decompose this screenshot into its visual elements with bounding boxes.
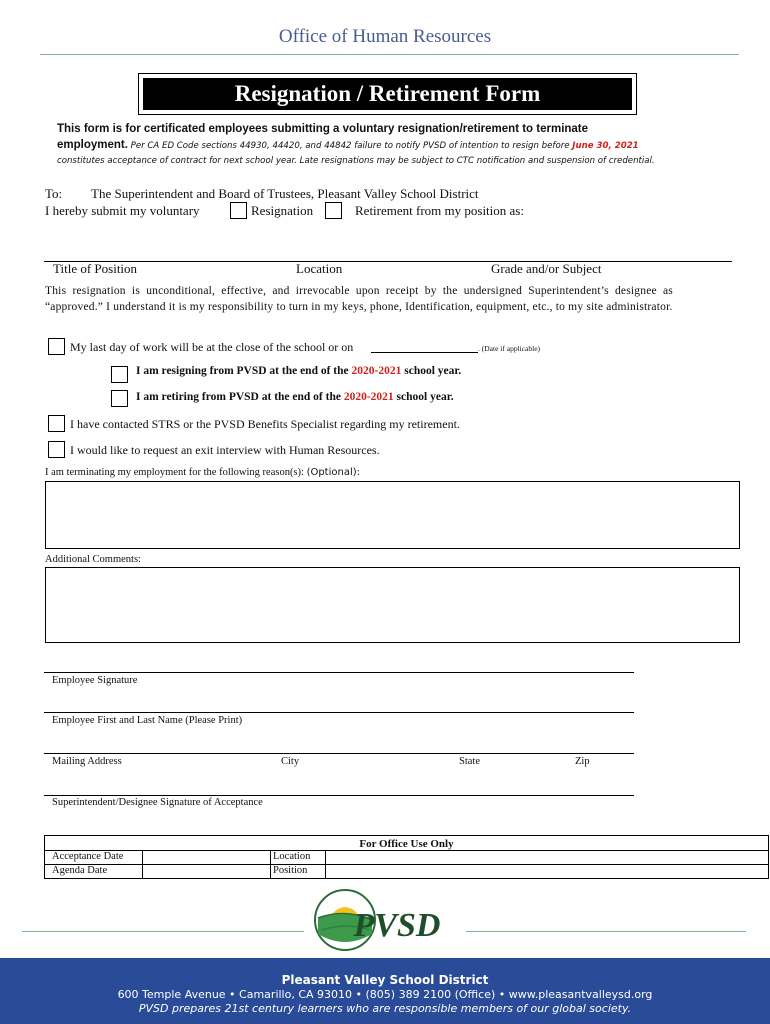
office-position-label: Position xyxy=(273,865,308,876)
reasons-label-row xyxy=(45,467,360,478)
last-day-date-line[interactable] xyxy=(371,352,478,353)
last-day-checkbox[interactable] xyxy=(48,338,65,355)
agenda-date-label: Agenda Date xyxy=(52,865,108,876)
state-label: State xyxy=(459,756,480,767)
superintendent-signature-label: Superintendent/Designee Signature of Acceptance xyxy=(52,797,263,808)
comments-label: Additional Comments: xyxy=(45,554,141,565)
date-note: . (Date if applicable) xyxy=(478,344,541,353)
intro-ed-code: Per CA ED Code sections 44930, 44420, and 44842 failure to notify PVSD of intention to resign before xyxy=(127,141,573,151)
office-position-field[interactable] xyxy=(327,865,767,877)
table-col-2 xyxy=(270,850,271,878)
agenda-date-field[interactable] xyxy=(143,865,269,877)
employee-name-label: Employee First and Last Name (Please Print) xyxy=(52,715,243,726)
resigning-prefix: I am resigning from PVSD at the end of the xyxy=(136,365,352,377)
strs-text: I have contacted STRS or the PVSD Benefits Specialist regarding my retirement. xyxy=(70,417,460,431)
acceptance-date-field[interactable] xyxy=(143,851,269,863)
superintendent-signature-line[interactable] xyxy=(44,795,634,796)
resignation-checkbox[interactable] xyxy=(230,202,247,219)
intro-employment: employment. xyxy=(57,139,128,151)
footer-district: Pleasant Valley School District xyxy=(281,973,489,987)
strs-checkbox[interactable] xyxy=(48,415,65,432)
form-title: Resignation / Retirement Form xyxy=(143,78,632,110)
city-label: City xyxy=(281,756,300,767)
employee-name-line[interactable] xyxy=(44,712,634,713)
acceptance-date-label: Acceptance Date xyxy=(52,851,124,862)
retiring-text xyxy=(136,391,454,403)
retiring-year: 2020-2021 xyxy=(343,391,394,403)
retiring-prefix: I am retiring from PVSD at the end of the xyxy=(136,391,344,403)
reasons-optional: (Optional): xyxy=(306,467,361,478)
location-label: Location xyxy=(296,261,343,276)
resigning-text xyxy=(136,365,461,377)
employee-signature-line[interactable] xyxy=(44,672,634,673)
intro-deadline: June 30, 2021 xyxy=(572,141,639,151)
last-day-text: My last day of work will be at the close of the school or on xyxy=(70,340,354,354)
employee-signature-label: Employee Signature xyxy=(52,675,138,686)
retiring-checkbox[interactable] xyxy=(111,390,128,407)
intro-line-1: This form is for certificated employees submitting a voluntary resignation/retirement to terminate xyxy=(57,123,589,135)
title-of-position-label: Title of Position xyxy=(53,261,138,276)
table-col-3 xyxy=(325,850,326,878)
intro-line-2 xyxy=(57,139,639,151)
resigning-suffix: school year. xyxy=(401,365,462,377)
retirement-label: Retirement from my position as: xyxy=(355,203,524,218)
office-location-label: Location xyxy=(273,851,311,862)
office-location-field[interactable] xyxy=(327,851,767,863)
address-line[interactable] xyxy=(44,753,634,754)
footer-address: 600 Temple Avenue • Camarillo, CA 93010 • (805) 389 2100 (Office) • www.pleasantvalleysd.org xyxy=(117,988,653,1001)
footer-tagline: PVSD prepares 21st century learners who are responsible members of our global society. xyxy=(138,1002,632,1015)
position-line[interactable] xyxy=(44,261,732,262)
exit-interview-text: I would like to request an exit interview with Human Resources. xyxy=(70,443,380,457)
office-title: Office of Human Resources xyxy=(278,26,492,47)
pvsd-logo xyxy=(312,884,462,952)
header-divider xyxy=(40,54,739,55)
logo-rule-left xyxy=(22,931,304,932)
grade-subject-label: Grade and/or Subject xyxy=(491,261,602,276)
zip-label: Zip xyxy=(575,756,590,767)
logo-text: PVSD xyxy=(353,907,441,944)
footer-band xyxy=(0,958,770,1024)
comments-textbox[interactable] xyxy=(45,567,740,643)
resignation-label: Resignation xyxy=(251,203,314,218)
logo-rule-right xyxy=(466,931,746,932)
reasons-label: I am terminating my employment for the following reason(s): xyxy=(45,467,304,478)
office-use-table xyxy=(44,835,769,879)
office-use-header: For Office Use Only xyxy=(359,838,454,850)
pvsd-logo-icon xyxy=(312,884,462,952)
retiring-suffix: school year. xyxy=(393,391,454,403)
exit-interview-checkbox[interactable] xyxy=(48,441,65,458)
mailing-address-label: Mailing Address xyxy=(52,756,122,767)
statement-paragraph: This resignation is unconditional, effective, and irrevocable upon receipt by the undersigned Superintendent’s designee as “approved.” I understand it is my responsibility to turn in my keys, phone, Identification, equipment, etc., to my site administrator. xyxy=(45,285,673,313)
to-value: The Superintendent and Board of Trustees, Pleasant Valley School District xyxy=(91,186,479,201)
retirement-checkbox[interactable] xyxy=(325,202,342,219)
intro-line-3: constitutes acceptance of contract for next school year. Late resignations may be subject to CTC notification and suspension of credential. xyxy=(57,156,655,166)
submit-text: I hereby submit my voluntary xyxy=(45,203,200,218)
form-title-frame xyxy=(138,73,637,115)
to-label: To: xyxy=(45,186,63,201)
resigning-checkbox[interactable] xyxy=(111,366,128,383)
resigning-year: 2020-2021 xyxy=(351,365,402,377)
reasons-textbox[interactable] xyxy=(45,481,740,549)
